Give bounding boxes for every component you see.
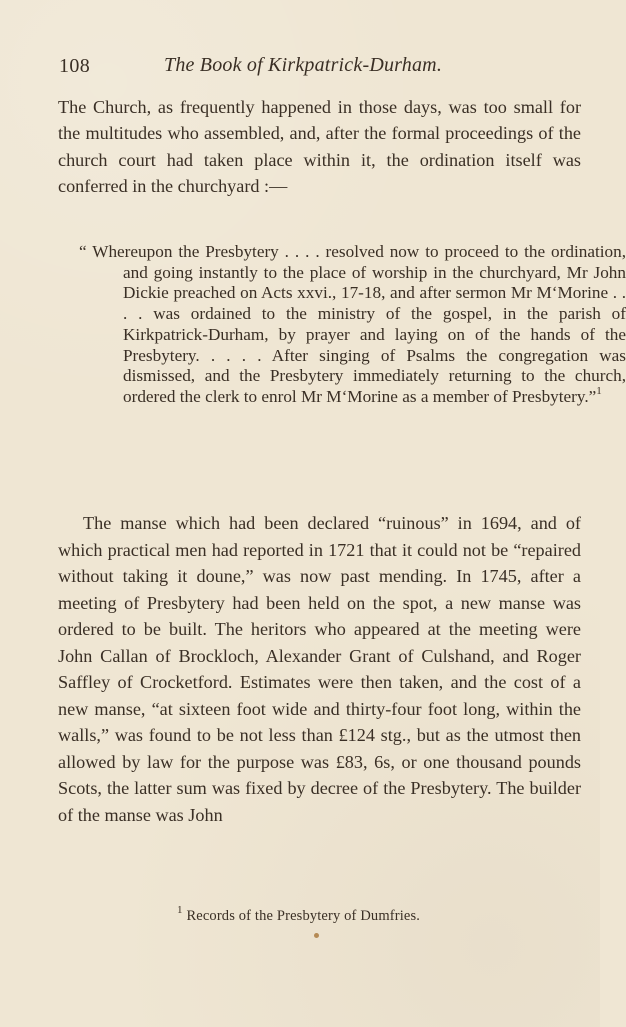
footnote — [177, 904, 421, 925]
running-title: The Book of Kirkpatrick-Durham. — [164, 54, 443, 76]
running-header — [59, 49, 480, 81]
manse-paragraph: The manse which had been declared “ruinous” in 1694, and of which practical men had reported in 1721 that it could not be “repaired without taking it doune,” was now past mending. In 1745, after a meeting of Presbytery had been held on the spot, a new manse was ordered to be built. The heritors who appeared at the meeting were John Callan of Brockloch, Alexander Grant of Culshand, and Roger Saffley of Crocketford. Estimates were then taken, and the cost of a new manse, “at sixteen foot wide and thirty-four foot long, within the walls,” was found to be not less than £124 stg., but as the utmost then allowed by law for the purpose was £83, 6s, or one thousand pounds Scots, the latter sum was fixed by decree of the Presbytery. The builder of the manse was John — [58, 513, 581, 825]
page-number: 108 — [59, 55, 91, 77]
opening-paragraph: The Church, as frequently happened in those days, was too small for the multitudes who assembled, and, after the formal proceedings of the church court had taken place within it, the ordination itself was conferred in the churchyard :— — [58, 97, 581, 197]
quote-text: “ Whereupon the Presbytery . . . . resolved now to proceed to the ordination, and going instantly to the place of worship in the churchyard, Mr John Dickie preached on Acts xxvi., 17-18, and after sermon Mr M‘Morine . . . . was ordained to the ministry of the gospel, in the parish of Kirkpatrick-Durham, by prayer and laying on of the hands of the Presbytery. . . . . After singing of Psalms the congregation was dismissed, and the Presbytery immediately returning to the church, ordered the clerk to enrol Mr M‘Morine as a member of Presbytery.” — [79, 242, 626, 406]
footnote-marker: 1 — [177, 904, 183, 917]
presbytery-quote — [79, 242, 626, 408]
page-ornament — [314, 933, 319, 938]
quote-footnote-marker: 1 — [596, 385, 602, 398]
footnote-text: Records of the Presbytery of Dumfries. — [186, 908, 421, 924]
